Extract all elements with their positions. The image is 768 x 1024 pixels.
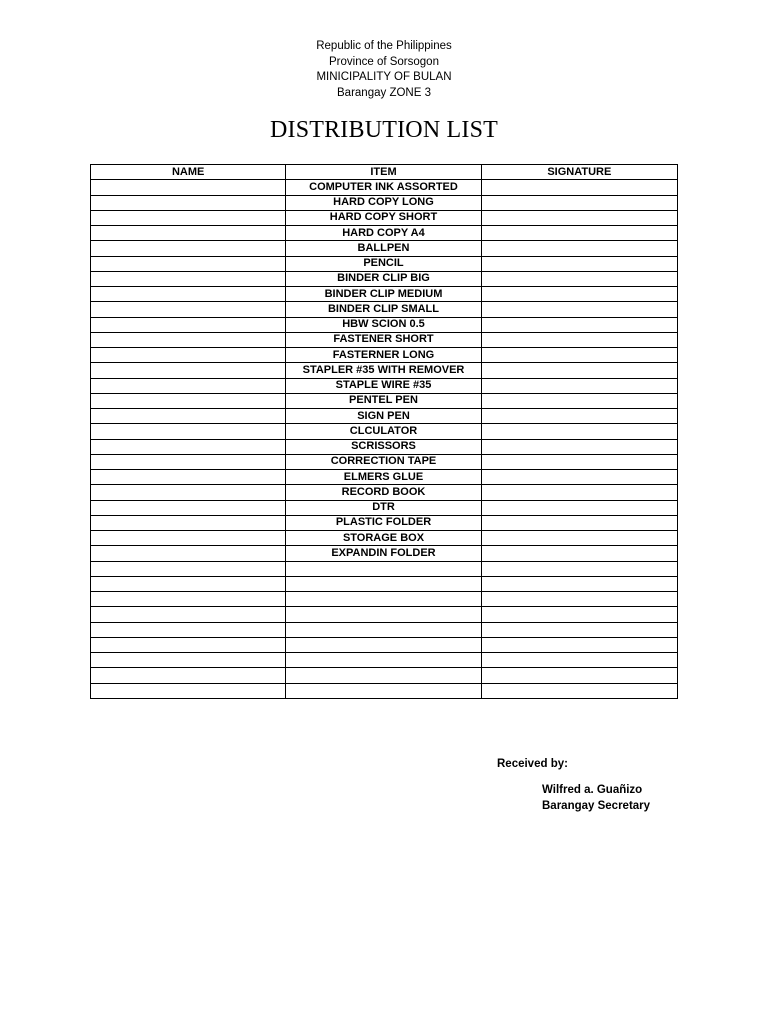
table-row <box>91 180 678 195</box>
name-cell <box>91 470 286 485</box>
signature-cell <box>481 210 677 225</box>
name-cell <box>91 210 286 225</box>
name-cell <box>91 271 286 286</box>
signature-cell <box>481 515 677 530</box>
signature-cell <box>481 561 677 576</box>
signature-cell <box>481 607 677 622</box>
signature-cell <box>481 287 677 302</box>
name-cell <box>91 317 286 332</box>
item-cell <box>286 576 481 591</box>
table-row <box>91 348 678 363</box>
table-row <box>91 653 678 668</box>
name-cell <box>91 256 286 271</box>
table-row <box>91 332 678 347</box>
signer-name: Wilfred a. Guañizo <box>542 784 643 796</box>
item-cell: CLCULATOR <box>286 424 481 439</box>
table-row <box>91 454 678 469</box>
table-row <box>91 607 678 622</box>
signature-cell <box>481 500 677 515</box>
header-municipality: MINICIPALITY OF BULAN <box>316 71 452 83</box>
table-row <box>91 424 678 439</box>
item-cell: SIGN PEN <box>286 409 481 424</box>
signature-cell <box>481 195 677 210</box>
table-row <box>91 256 678 271</box>
name-cell <box>91 653 286 668</box>
signature-cell <box>481 637 677 652</box>
table-body <box>91 180 678 699</box>
name-cell <box>91 332 286 347</box>
table-header-row <box>91 165 678 180</box>
table-row <box>91 561 678 576</box>
item-cell: FASTERNER LONG <box>286 348 481 363</box>
item-cell: FASTENER SHORT <box>286 332 481 347</box>
signature-cell <box>481 241 677 256</box>
item-cell: STAPLER #35 WITH REMOVER <box>286 363 481 378</box>
table-row <box>91 531 678 546</box>
name-cell <box>91 576 286 591</box>
item-cell: BINDER CLIP BIG <box>286 271 481 286</box>
item-cell: BALLPEN <box>286 241 481 256</box>
item-cell: DTR <box>286 500 481 515</box>
table-row <box>91 271 678 286</box>
table-row <box>91 317 678 332</box>
item-cell: STAPLE WIRE #35 <box>286 378 481 393</box>
name-cell <box>91 500 286 515</box>
item-cell: BINDER CLIP SMALL <box>286 302 481 317</box>
signature-cell <box>481 256 677 271</box>
item-cell <box>286 637 481 652</box>
signature-cell <box>481 393 677 408</box>
signature-cell <box>481 439 677 454</box>
table-row <box>91 363 678 378</box>
signature-cell <box>481 622 677 637</box>
item-cell: CORRECTION TAPE <box>286 454 481 469</box>
item-cell: EXPANDIN FOLDER <box>286 546 481 561</box>
header-province: Province of Sorsogon <box>329 55 439 68</box>
name-cell <box>91 287 286 302</box>
name-cell <box>91 226 286 241</box>
name-cell <box>91 378 286 393</box>
table-row <box>91 470 678 485</box>
name-cell <box>91 668 286 683</box>
column-header-signature: SIGNATURE <box>481 165 677 180</box>
table-row <box>91 241 678 256</box>
item-cell <box>286 683 481 698</box>
signature-cell <box>481 409 677 424</box>
name-cell <box>91 393 286 408</box>
column-header-name: NAME <box>91 165 286 180</box>
item-cell: SCRISSORS <box>286 439 481 454</box>
signer-title: Barangay Secretary <box>542 800 651 812</box>
name-cell <box>91 363 286 378</box>
item-cell: HBW SCION 0.5 <box>286 317 481 332</box>
name-cell <box>91 180 286 195</box>
name-cell <box>91 348 286 363</box>
table-row <box>91 515 678 530</box>
name-cell <box>91 515 286 530</box>
item-cell <box>286 668 481 683</box>
item-cell: COMPUTER INK ASSORTED <box>286 180 481 195</box>
item-cell: ELMERS GLUE <box>286 470 481 485</box>
name-cell <box>91 531 286 546</box>
table-row <box>91 439 678 454</box>
signature-cell <box>481 302 677 317</box>
table-row <box>91 637 678 652</box>
signature-cell <box>481 470 677 485</box>
item-cell: PENTEL PEN <box>286 393 481 408</box>
table-row <box>91 500 678 515</box>
table-row <box>91 210 678 225</box>
item-cell <box>286 607 481 622</box>
signature-cell <box>481 378 677 393</box>
item-cell: RECORD BOOK <box>286 485 481 500</box>
table-row <box>91 683 678 698</box>
signature-cell <box>481 653 677 668</box>
signature-cell <box>481 683 677 698</box>
signature-cell <box>481 332 677 347</box>
name-cell <box>91 424 286 439</box>
signature-cell <box>481 363 677 378</box>
name-cell <box>91 439 286 454</box>
table-row <box>91 378 678 393</box>
table-row <box>91 668 678 683</box>
table-row <box>91 287 678 302</box>
table-row <box>91 622 678 637</box>
table-row <box>91 592 678 607</box>
name-cell <box>91 561 286 576</box>
header-republic: Republic of the Philippines <box>316 40 452 52</box>
signature-cell <box>481 454 677 469</box>
signature-cell <box>481 180 677 195</box>
name-cell <box>91 485 286 500</box>
signature-cell <box>481 271 677 286</box>
item-cell <box>286 592 481 607</box>
table-row <box>91 485 678 500</box>
signature-cell <box>481 531 677 546</box>
item-cell <box>286 561 481 576</box>
name-cell <box>91 454 286 469</box>
signer-block <box>542 782 650 814</box>
signature-cell <box>481 226 677 241</box>
header-barangay: Barangay ZONE 3 <box>337 86 431 99</box>
table-row <box>91 226 678 241</box>
document-header <box>0 39 768 101</box>
column-header-item: ITEM <box>286 165 481 180</box>
table-row <box>91 393 678 408</box>
signature-cell <box>481 546 677 561</box>
signature-cell <box>481 424 677 439</box>
item-cell: HARD COPY A4 <box>286 226 481 241</box>
signature-cell <box>481 576 677 591</box>
table-row <box>91 576 678 591</box>
page-title: DISTRIBUTION LIST <box>269 117 499 143</box>
item-cell: HARD COPY LONG <box>286 195 481 210</box>
signature-cell <box>481 592 677 607</box>
name-cell <box>91 241 286 256</box>
name-cell <box>91 302 286 317</box>
item-cell: STORAGE BOX <box>286 531 481 546</box>
distribution-table <box>90 164 678 699</box>
name-cell <box>91 683 286 698</box>
item-cell: BINDER CLIP MEDIUM <box>286 287 481 302</box>
item-cell: HARD COPY SHORT <box>286 210 481 225</box>
name-cell <box>91 622 286 637</box>
table-row <box>91 302 678 317</box>
signature-cell <box>481 668 677 683</box>
table-row <box>91 409 678 424</box>
table-row <box>91 546 678 561</box>
name-cell <box>91 637 286 652</box>
name-cell <box>91 592 286 607</box>
name-cell <box>91 195 286 210</box>
name-cell <box>91 607 286 622</box>
item-cell <box>286 622 481 637</box>
name-cell <box>91 546 286 561</box>
table-row <box>91 195 678 210</box>
item-cell <box>286 653 481 668</box>
item-cell: PLASTIC FOLDER <box>286 515 481 530</box>
name-cell <box>91 409 286 424</box>
signature-cell <box>481 348 677 363</box>
signature-cell <box>481 317 677 332</box>
received-by-label: Received by: <box>497 758 568 770</box>
item-cell: PENCIL <box>286 256 481 271</box>
signature-cell <box>481 485 677 500</box>
